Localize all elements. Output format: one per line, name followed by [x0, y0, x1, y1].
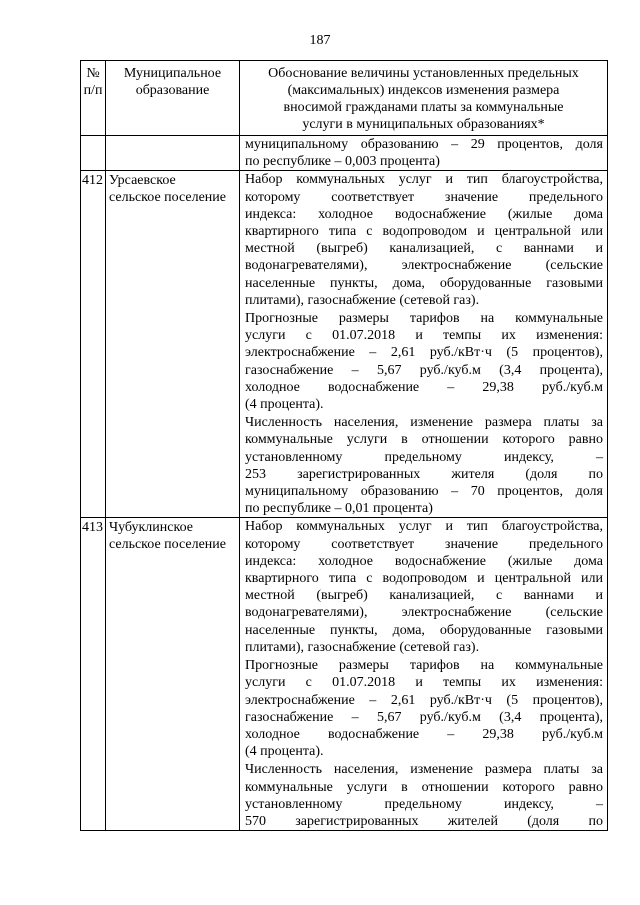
text-line: местной (выгреб) канализацией, с ваннами и	[245, 241, 603, 257]
text-line: Набор коммунальных услуг и тип благоустройства,	[245, 172, 603, 188]
text-line: квартирного типа с водопроводом и центральной или	[245, 224, 603, 240]
text-line: индекса: холодное водоснабжение (жилые дома	[245, 553, 603, 569]
text-line: 253 зарегистрированных жителя (доля по	[245, 466, 603, 482]
text-line: 570 зарегистрированных жителей (доля по	[245, 813, 603, 829]
continuation-text	[240, 136, 608, 171]
row-municipality	[106, 518, 240, 831]
header-justification	[240, 61, 608, 136]
text-line: холодное водоснабжение – 29,38 руб./куб.м	[245, 726, 603, 742]
text-line: холодное водоснабжение – 29,38 руб./куб.м	[245, 379, 603, 395]
text-line: Прогнозные размеры тарифов на коммунальные	[245, 311, 603, 327]
text-line: электроснабжение – 2,61 руб./кВт·ч (5 процентов),	[245, 692, 603, 708]
header-line: Обоснование величины установленных предельных	[268, 66, 579, 81]
municipality-line: сельское поселение	[109, 190, 226, 206]
text-line: квартирного типа с водопроводом и центральной или	[245, 571, 603, 587]
text-line: Набор коммунальных услуг и тип благоустройства,	[245, 519, 603, 535]
header-line: вносимой гражданами платы за коммунальные	[283, 100, 564, 115]
text-line: (4 процента).	[245, 397, 324, 413]
header-line: услуги в муниципальных образованиях*	[302, 117, 545, 132]
text-line: газоснабжение – 5,67 руб./куб.м (3,4 процента),	[245, 362, 603, 378]
text-line: плитами), газоснабжение (сетевой газ).	[245, 292, 480, 308]
text-line: населенные пункты, дома, оборудованные газовыми	[245, 275, 603, 291]
text-line: установленному предельному индексу, –	[245, 796, 603, 812]
row-justification	[240, 518, 608, 831]
text-line: установленному предельному индексу, –	[245, 449, 603, 465]
row-number: 412	[81, 171, 106, 518]
continuation-num-cell	[81, 136, 106, 171]
header-line: (максимальных) индексов изменения размера	[287, 83, 560, 98]
header-line: №	[86, 66, 100, 81]
text-line: водонагревателями), электроснабжение (сельские	[245, 605, 603, 621]
table-header-row	[81, 61, 608, 136]
text-line: индекса: холодное водоснабжение (жилые дома	[245, 206, 603, 222]
header-line: п/п	[83, 83, 103, 98]
header-municipality	[106, 61, 240, 136]
text-line: по республике – 0,01 процента)	[245, 501, 433, 517]
text-line: Численность населения, изменение размера платы за	[245, 415, 603, 431]
text-line: плитами), газоснабжение (сетевой газ).	[245, 639, 480, 655]
table-row	[81, 171, 608, 518]
text-line: газоснабжение – 5,67 руб./куб.м (3,4 процента),	[245, 709, 603, 725]
text-line: которому соответствует значение предельного	[245, 189, 603, 205]
header-number	[81, 61, 106, 136]
tariff-index-table	[80, 60, 608, 831]
text-line: местной (выгреб) канализацией, с ваннами и	[245, 588, 603, 604]
text-line: по республике – 0,003 процента)	[245, 154, 440, 170]
text-line: Численность населения, изменение размера платы за	[245, 762, 603, 778]
row-justification	[240, 171, 608, 518]
text-line: услуги с 01.07.2018 и темпы их изменения:	[245, 328, 603, 344]
text-line: водонагревателями), электроснабжение (сельские	[245, 258, 603, 274]
text-line: коммунальные услуги в отношении которого равно	[245, 432, 603, 448]
continuation-mun-cell	[106, 136, 240, 171]
text-line: населенные пункты, дома, оборудованные газовыми	[245, 622, 603, 638]
text-line: коммунальные услуги в отношении которого равно	[245, 779, 603, 795]
text-line: услуги с 01.07.2018 и темпы их изменения:	[245, 675, 603, 691]
row-number: 413	[81, 518, 106, 831]
continuation-row	[81, 136, 608, 171]
header-line: образование	[135, 83, 210, 98]
municipality-line: Урсаевское	[109, 173, 176, 189]
municipality-line: Чубуклинское	[109, 520, 193, 536]
text-line: (4 процента).	[245, 744, 324, 760]
text-line: Прогнозные размеры тарифов на коммунальные	[245, 658, 603, 674]
header-line: Муниципальное	[123, 66, 222, 81]
table-row	[81, 518, 608, 831]
row-municipality	[106, 171, 240, 518]
page-number: 187	[309, 33, 331, 48]
municipality-line: сельское поселение	[109, 537, 226, 553]
text-line: электроснабжение – 2,61 руб./кВт·ч (5 процентов),	[245, 345, 603, 361]
text-line: муниципальному образованию – 70 процентов, доля	[245, 484, 603, 500]
text-line: которому соответствует значение предельного	[245, 536, 603, 552]
text-line: муниципальному образованию – 29 процентов, доля	[245, 137, 603, 152]
